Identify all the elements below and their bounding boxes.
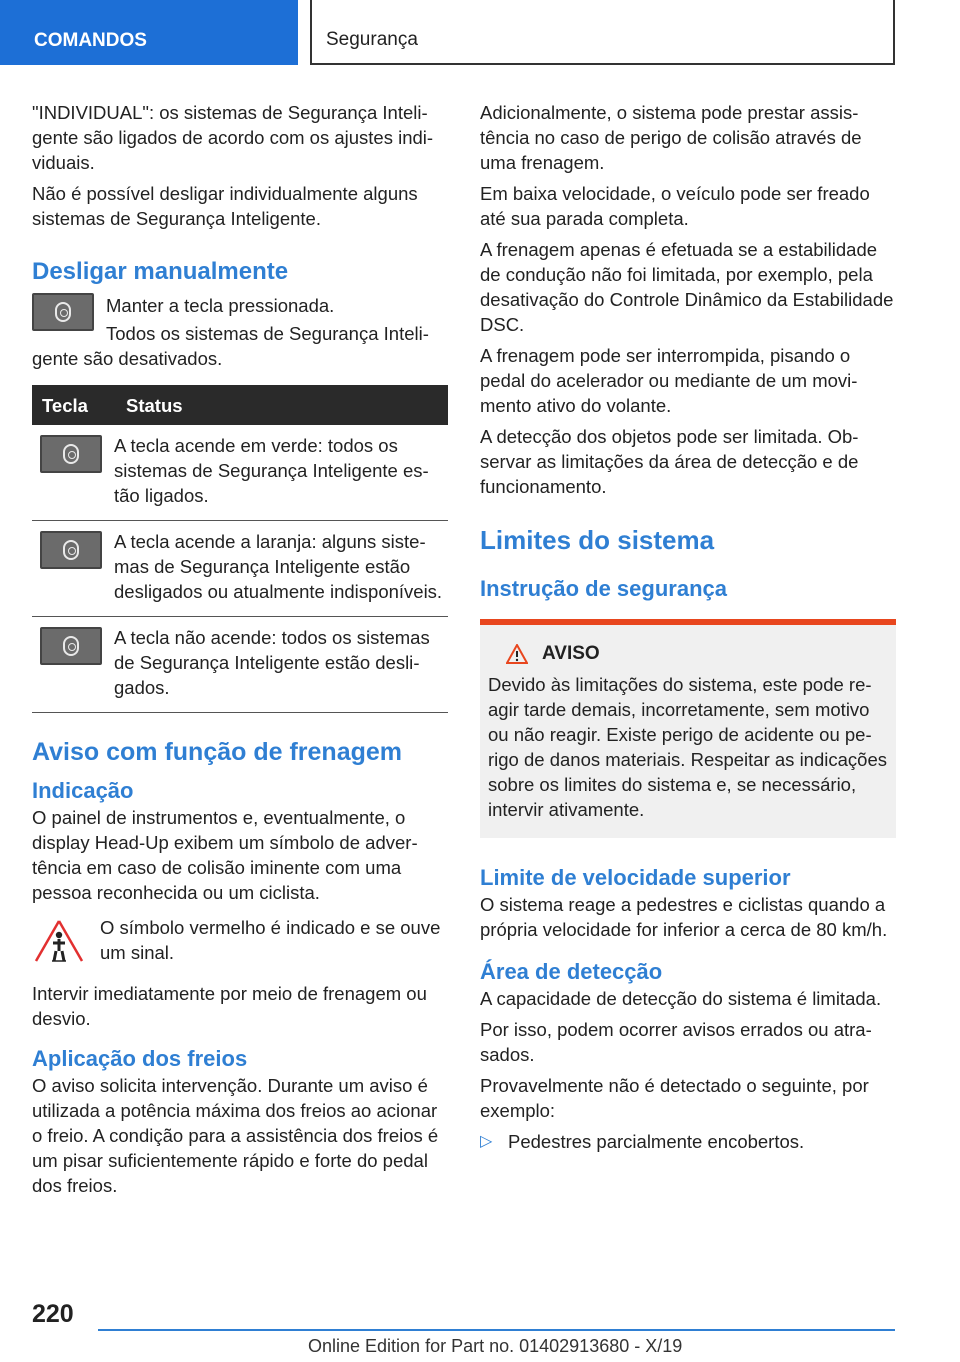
warning-box bbox=[480, 619, 896, 838]
table-header-status: Status bbox=[114, 385, 448, 425]
paragraph-individual: "INDIVIDUAL": os sistemas de Segurança Inteligente são ligados de acordo com os ajustes individuais. bbox=[32, 102, 434, 173]
table-row bbox=[32, 617, 448, 713]
paragraph-r2: Em baixa velocidade, o veículo pode ser freado até sua parada completa. bbox=[480, 183, 870, 229]
pedestrian-warning-row bbox=[32, 915, 448, 971]
paragraph-intervir: Intervir imediatamente por meio de frenagem ou desvio. bbox=[32, 983, 427, 1029]
bullet-text: Pedestres parcialmente encobertos. bbox=[508, 1131, 805, 1152]
paragraph-limite-velocidade: O sistema reage a pedestres e ciclistas quando a própria velocidade for inferior a cerca de 80 km/h. bbox=[480, 894, 888, 940]
warning-triangle-icon bbox=[506, 644, 528, 664]
table-row bbox=[32, 521, 448, 617]
heading-limite-velocidade: Limite de velocidade superior bbox=[480, 865, 791, 890]
left-column bbox=[32, 100, 448, 1204]
paragraph-area-1: A capacidade de detecção do sistema é limitada. bbox=[480, 988, 882, 1009]
paragraph-aplicacao: O aviso solicita intervenção. Durante um aviso é utilizada a potência máxima dos freios ao acionar o freio. A condição para a assistência dos freios é um pisar suficientemente rápido e forte do pedal dos freios. bbox=[32, 1075, 439, 1196]
status-cell: A tecla não acende: todos os sistemas de Segurança Inteligente estão desligados. bbox=[114, 617, 448, 713]
warning-head bbox=[506, 641, 888, 666]
footer-divider bbox=[98, 1329, 895, 1331]
status-cell: A tecla acende em verde: todos os sistemas de Segurança Inteligente estão ligados. bbox=[114, 425, 448, 521]
page-header-title: Segurança bbox=[310, 0, 895, 65]
heading-aviso-frenagem: Aviso com função de frenagem bbox=[32, 738, 402, 766]
paragraph-not-possible: Não é possível desligar individualmente alguns sistemas de Segurança Inteligente. bbox=[32, 183, 418, 229]
bullet-triangle-icon: ▷ bbox=[480, 1133, 493, 1150]
paragraph-area-2: Por isso, podem ocorrer avisos errados ou atrasados. bbox=[480, 1019, 872, 1065]
heading-limites: Limites do sistema bbox=[480, 525, 715, 555]
paragraph-area-3: Provavelmente não é detectado o seguinte, por exemplo: bbox=[480, 1075, 869, 1121]
table-row bbox=[32, 425, 448, 521]
key-green-icon bbox=[40, 435, 102, 473]
footer-edition: Online Edition for Part no. 01402913680 - X/19 bbox=[308, 1336, 683, 1356]
heading-aplicacao: Aplicação dos freios bbox=[32, 1046, 248, 1071]
paragraph-simbolo: O símbolo vermelho é indicado e se ouve um sinal. bbox=[100, 917, 441, 963]
heading-desligar: Desligar manualmente bbox=[32, 258, 289, 285]
desligar-text-1: Manter a tecla pressionada. bbox=[106, 295, 335, 316]
key-orange-icon bbox=[40, 531, 102, 569]
pedestrian-warning-icon bbox=[32, 915, 86, 965]
heading-instrucao: Instrução de segurança bbox=[480, 576, 727, 601]
warning-text: Devido às limitações do sistema, este pode reagir tarde demais, incorretamente, sem motivo ou não reagir. Existe perigo de acidente ou perigo de danos materiais. Respeitar as indicações sobre os limites do sistema e, se necessário, intervir ativamente. bbox=[488, 674, 887, 820]
paragraph-r4: A frenagem pode ser interrompida, pisando o pedal do acelerador ou mediante de um movimento ativo do volante. bbox=[480, 345, 858, 416]
list-item bbox=[480, 1129, 896, 1154]
heading-indicacao: Indicação bbox=[32, 778, 134, 803]
status-cell: A tecla acende a laranja: alguns sistemas de Segurança Inteligente estão desligados ou atualmente indisponíveis. bbox=[114, 521, 448, 617]
paragraph-r1: Adicionalmente, o sistema pode prestar assistência no caso de perigo de colisão através de uma frenagem. bbox=[480, 102, 862, 173]
table-header-tecla: Tecla bbox=[32, 385, 114, 425]
paragraph-r3: A frenagem apenas é efetuada se a estabilidade de condução não foi limitada, por exemplo, pela desativação do Controle Dinâmico da Estabilidade DSC. bbox=[480, 239, 894, 335]
paragraph-r5: A detecção dos objetos pode ser limitada. Observar as limitações da área de detecção e de funcionamento. bbox=[480, 426, 859, 497]
warning-label: AVISO bbox=[542, 643, 600, 664]
heading-area: Área de detecção bbox=[480, 959, 663, 984]
key-off-icon bbox=[40, 627, 102, 665]
intelligent-safety-key-icon bbox=[32, 293, 94, 331]
page-number: 220 bbox=[32, 1300, 74, 1328]
status-table bbox=[32, 385, 448, 713]
desligar-text-2: Todos os sistemas de Segurança Inteligente são desativados. bbox=[32, 323, 429, 369]
paragraph-indicacao: O painel de instrumentos e, eventualmente, o display Head-Up exibem um símbolo de advertência em caso de colisão iminente com uma pessoa reconhecida ou um ciclista. bbox=[32, 807, 418, 903]
section-tab: COMANDOS bbox=[0, 0, 298, 65]
right-column bbox=[480, 100, 896, 1154]
desligar-key-row bbox=[32, 293, 448, 339]
